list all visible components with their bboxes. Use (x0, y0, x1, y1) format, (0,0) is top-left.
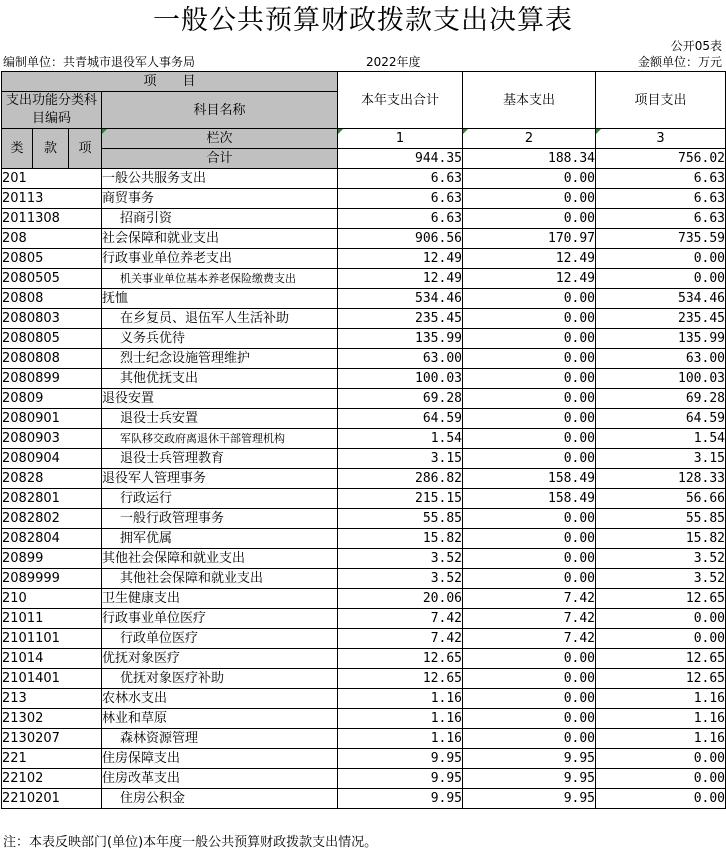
row-code: 2082802 (2, 509, 102, 529)
row-basic-expenditure: 0.00 (463, 369, 596, 389)
row-basic-expenditure: 0.00 (463, 429, 596, 449)
row-project-expenditure: 3.52 (596, 549, 726, 569)
header-basic-expenditure: 基本支出 (463, 72, 596, 129)
table-row (2, 189, 726, 209)
header-func-code: 支出功能分类科目编码 (2, 92, 102, 129)
row-subject-name: 退役军人管理事务 (102, 469, 338, 489)
footnote: 注：本表反映部门(单位)本年度一般公共预算财政拨款支出情况。 (3, 835, 378, 850)
row-project-expenditure: 69.28 (596, 389, 726, 409)
row-basic-expenditure: 0.00 (463, 729, 596, 749)
total-col1: 944.35 (338, 149, 463, 169)
row-subject-name: 退役士兵管理教育 (102, 449, 338, 469)
row-project-expenditure: 0.00 (596, 609, 726, 629)
row-project-expenditure: 1.16 (596, 689, 726, 709)
table-row (2, 409, 726, 429)
row-project-expenditure: 6.63 (596, 189, 726, 209)
row-project-expenditure: 55.85 (596, 509, 726, 529)
row-subject-name: 优抚对象医疗 (102, 649, 338, 669)
row-basic-expenditure: 0.00 (463, 209, 596, 229)
row-total-expenditure: 6.63 (338, 169, 463, 189)
row-basic-expenditure: 0.00 (463, 409, 596, 429)
row-basic-expenditure: 7.42 (463, 589, 596, 609)
row-basic-expenditure: 0.00 (463, 329, 596, 349)
row-project-expenditure: 12.65 (596, 669, 726, 689)
row-code: 20828 (2, 469, 102, 489)
row-basic-expenditure: 0.00 (463, 349, 596, 369)
row-project-expenditure: 56.66 (596, 489, 726, 509)
header-total-expenditure: 本年支出合计 (338, 72, 463, 129)
row-subject-name: 社会保障和就业支出 (102, 229, 338, 249)
row-subject-name: 其他社会保障和就业支出 (102, 549, 338, 569)
row-code: 2101401 (2, 669, 102, 689)
total-row (2, 149, 726, 169)
row-code: 2011308 (2, 209, 102, 229)
row-code: 208 (2, 229, 102, 249)
table-row (2, 309, 726, 329)
row-code: 2080903 (2, 429, 102, 449)
row-total-expenditure: 69.28 (338, 389, 463, 409)
row-code: 221 (2, 749, 102, 769)
row-subject-name: 住房公积金 (102, 789, 338, 809)
row-total-expenditure: 6.63 (338, 189, 463, 209)
row-project-expenditure: 534.46 (596, 289, 726, 309)
table-row (2, 569, 726, 589)
table-row (2, 749, 726, 769)
row-total-expenditure: 63.00 (338, 349, 463, 369)
row-basic-expenditure: 0.00 (463, 289, 596, 309)
table-row (2, 289, 726, 309)
row-basic-expenditure: 7.42 (463, 629, 596, 649)
table-row (2, 329, 726, 349)
row-subject-name: 烈士纪念设施管理维护 (102, 349, 338, 369)
table-row (2, 369, 726, 389)
row-basic-expenditure: 0.00 (463, 649, 596, 669)
row-project-expenditure: 64.59 (596, 409, 726, 429)
row-project-expenditure: 1.54 (596, 429, 726, 449)
table-row (2, 469, 726, 489)
total-col3: 756.02 (596, 149, 726, 169)
table-row (2, 769, 726, 789)
row-basic-expenditure: 0.00 (463, 309, 596, 329)
row-code: 2089999 (2, 569, 102, 589)
row-code: 22102 (2, 769, 102, 789)
row-subject-name: 招商引资 (102, 209, 338, 229)
table-row (2, 249, 726, 269)
row-project-expenditure: 6.63 (596, 209, 726, 229)
table-row (2, 729, 726, 749)
row-code: 2080899 (2, 369, 102, 389)
row-code: 210 (2, 589, 102, 609)
row-subject-name: 行政事业单位医疗 (102, 609, 338, 629)
row-total-expenditure: 3.52 (338, 569, 463, 589)
row-project-expenditure: 6.63 (596, 169, 726, 189)
row-subject-name: 其他优抚支出 (102, 369, 338, 389)
row-total-expenditure: 215.15 (338, 489, 463, 509)
money-unit: 金额单位：万元 (637, 55, 722, 69)
header-kuan: 款 (33, 129, 69, 169)
table-row (2, 169, 726, 189)
row-code: 2080904 (2, 449, 102, 469)
header-lanci: 栏次 (102, 129, 338, 149)
row-basic-expenditure: 12.49 (463, 269, 596, 289)
row-total-expenditure: 9.95 (338, 769, 463, 789)
row-subject-name: 一般公共服务支出 (102, 169, 338, 189)
row-total-expenditure: 906.56 (338, 229, 463, 249)
row-total-expenditure: 6.63 (338, 209, 463, 229)
table-row (2, 509, 726, 529)
row-total-expenditure: 135.99 (338, 329, 463, 349)
row-basic-expenditure: 0.00 (463, 449, 596, 469)
row-project-expenditure: 0.00 (596, 749, 726, 769)
row-subject-name: 军队移交政府离退休干部管理机构 (102, 429, 338, 449)
row-total-expenditure: 9.95 (338, 749, 463, 769)
row-total-expenditure: 20.06 (338, 589, 463, 609)
row-basic-expenditure: 158.49 (463, 489, 596, 509)
table-row (2, 269, 726, 289)
row-subject-name: 其他社会保障和就业支出 (102, 569, 338, 589)
total-label: 合计 (102, 149, 338, 169)
row-basic-expenditure: 12.49 (463, 249, 596, 269)
row-basic-expenditure: 7.42 (463, 609, 596, 629)
row-basic-expenditure: 9.95 (463, 769, 596, 789)
row-basic-expenditure: 9.95 (463, 749, 596, 769)
row-subject-name: 退役安置 (102, 389, 338, 409)
table-row (2, 609, 726, 629)
row-subject-name: 农林水支出 (102, 689, 338, 709)
table-row (2, 589, 726, 609)
table-row (2, 529, 726, 549)
header-subject-name: 科目名称 (102, 92, 338, 129)
row-code: 20809 (2, 389, 102, 409)
row-code: 2082804 (2, 529, 102, 549)
row-basic-expenditure: 0.00 (463, 389, 596, 409)
row-basic-expenditure: 0.00 (463, 689, 596, 709)
row-subject-name: 卫生健康支出 (102, 589, 338, 609)
row-code: 20805 (2, 249, 102, 269)
row-project-expenditure: 0.00 (596, 769, 726, 789)
row-basic-expenditure: 0.00 (463, 529, 596, 549)
row-total-expenditure: 3.52 (338, 549, 463, 569)
row-total-expenditure: 100.03 (338, 369, 463, 389)
row-subject-name: 机关事业单位基本养老保险缴费支出 (102, 269, 338, 289)
table-row (2, 349, 726, 369)
header-item: 项 目 (2, 72, 338, 92)
row-project-expenditure: 1.16 (596, 729, 726, 749)
table-row (2, 389, 726, 409)
row-project-expenditure: 15.82 (596, 529, 726, 549)
row-project-expenditure: 100.03 (596, 369, 726, 389)
table-row (2, 229, 726, 249)
row-total-expenditure: 12.49 (338, 249, 463, 269)
row-total-expenditure: 1.16 (338, 709, 463, 729)
row-subject-name: 森林资源管理 (102, 729, 338, 749)
total-col2: 188.34 (463, 149, 596, 169)
row-basic-expenditure: 0.00 (463, 509, 596, 529)
row-total-expenditure: 3.15 (338, 449, 463, 469)
row-basic-expenditure: 0.00 (463, 569, 596, 589)
table-row (2, 549, 726, 569)
row-project-expenditure: 128.33 (596, 469, 726, 489)
row-subject-name: 一般行政管理事务 (102, 509, 338, 529)
row-code: 21302 (2, 709, 102, 729)
expenditure-table (1, 71, 726, 809)
report-title: 一般公共预算财政拨款支出决算表 (153, 5, 573, 36)
row-basic-expenditure: 0.00 (463, 709, 596, 729)
row-subject-name: 义务兵优待 (102, 329, 338, 349)
row-code: 2080805 (2, 329, 102, 349)
row-code: 21014 (2, 649, 102, 669)
row-total-expenditure: 1.16 (338, 689, 463, 709)
form-number: 公开05表 (670, 39, 722, 53)
header-lei: 类 (2, 129, 33, 169)
row-total-expenditure: 7.42 (338, 629, 463, 649)
row-code: 2210201 (2, 789, 102, 809)
row-project-expenditure: 735.59 (596, 229, 726, 249)
row-project-expenditure: 3.15 (596, 449, 726, 469)
row-basic-expenditure: 0.00 (463, 189, 596, 209)
row-subject-name: 商贸事务 (102, 189, 338, 209)
table-row (2, 449, 726, 469)
row-code: 2080505 (2, 269, 102, 289)
header-xiang: 项 (69, 129, 102, 169)
column-number-2: 2 (463, 129, 596, 149)
row-project-expenditure: 63.00 (596, 349, 726, 369)
row-total-expenditure: 1.54 (338, 429, 463, 449)
report-meta (0, 54, 726, 70)
row-subject-name: 退役士兵安置 (102, 409, 338, 429)
row-project-expenditure: 1.16 (596, 709, 726, 729)
row-basic-expenditure: 0.00 (463, 169, 596, 189)
row-project-expenditure: 0.00 (596, 789, 726, 809)
row-code: 2082801 (2, 489, 102, 509)
table-row (2, 709, 726, 729)
row-project-expenditure: 235.45 (596, 309, 726, 329)
row-code: 21011 (2, 609, 102, 629)
row-subject-name: 行政单位医疗 (102, 629, 338, 649)
table-row (2, 629, 726, 649)
row-project-expenditure: 3.52 (596, 569, 726, 589)
row-code: 2080901 (2, 409, 102, 429)
row-project-expenditure: 135.99 (596, 329, 726, 349)
table-row (2, 489, 726, 509)
row-code: 20899 (2, 549, 102, 569)
row-total-expenditure: 7.42 (338, 609, 463, 629)
row-code: 2101101 (2, 629, 102, 649)
row-subject-name: 住房保障支出 (102, 749, 338, 769)
row-project-expenditure: 12.65 (596, 589, 726, 609)
compiling-unit: 编制单位：共青城市退役军人事务局 (3, 55, 196, 69)
row-subject-name: 行政事业单位养老支出 (102, 249, 338, 269)
table-row (2, 669, 726, 689)
row-total-expenditure: 9.95 (338, 789, 463, 809)
row-total-expenditure: 12.65 (338, 649, 463, 669)
row-code: 213 (2, 689, 102, 709)
table-row (2, 689, 726, 709)
row-basic-expenditure: 158.49 (463, 469, 596, 489)
row-subject-name: 林业和草原 (102, 709, 338, 729)
row-basic-expenditure: 0.00 (463, 549, 596, 569)
row-subject-name: 住房改革支出 (102, 769, 338, 789)
row-code: 2080803 (2, 309, 102, 329)
row-code: 20808 (2, 289, 102, 309)
row-total-expenditure: 534.46 (338, 289, 463, 309)
row-total-expenditure: 55.85 (338, 509, 463, 529)
table-row (2, 789, 726, 809)
table-row (2, 429, 726, 449)
fiscal-year: 2022年度 (366, 55, 421, 69)
row-subject-name: 拥军优属 (102, 529, 338, 549)
row-subject-name: 在乡复员、退伍军人生活补助 (102, 309, 338, 329)
row-subject-name: 优抚对象医疗补助 (102, 669, 338, 689)
row-total-expenditure: 235.45 (338, 309, 463, 329)
row-total-expenditure: 286.82 (338, 469, 463, 489)
header-project-expenditure: 项目支出 (596, 72, 726, 129)
row-total-expenditure: 64.59 (338, 409, 463, 429)
row-project-expenditure: 12.65 (596, 649, 726, 669)
column-number-1: 1 (338, 129, 463, 149)
row-project-expenditure: 0.00 (596, 269, 726, 289)
row-total-expenditure: 15.82 (338, 529, 463, 549)
row-project-expenditure: 0.00 (596, 629, 726, 649)
table-row (2, 209, 726, 229)
row-basic-expenditure: 0.00 (463, 669, 596, 689)
row-subject-name: 行政运行 (102, 489, 338, 509)
row-basic-expenditure: 170.97 (463, 229, 596, 249)
row-subject-name: 抚恤 (102, 289, 338, 309)
row-basic-expenditure: 9.95 (463, 789, 596, 809)
row-code: 2080808 (2, 349, 102, 369)
row-code: 2130207 (2, 729, 102, 749)
table-row (2, 649, 726, 669)
row-total-expenditure: 1.16 (338, 729, 463, 749)
row-project-expenditure: 0.00 (596, 249, 726, 269)
column-number-3: 3 (596, 129, 726, 149)
row-total-expenditure: 12.49 (338, 269, 463, 289)
row-code: 20113 (2, 189, 102, 209)
row-total-expenditure: 12.65 (338, 669, 463, 689)
row-code: 201 (2, 169, 102, 189)
